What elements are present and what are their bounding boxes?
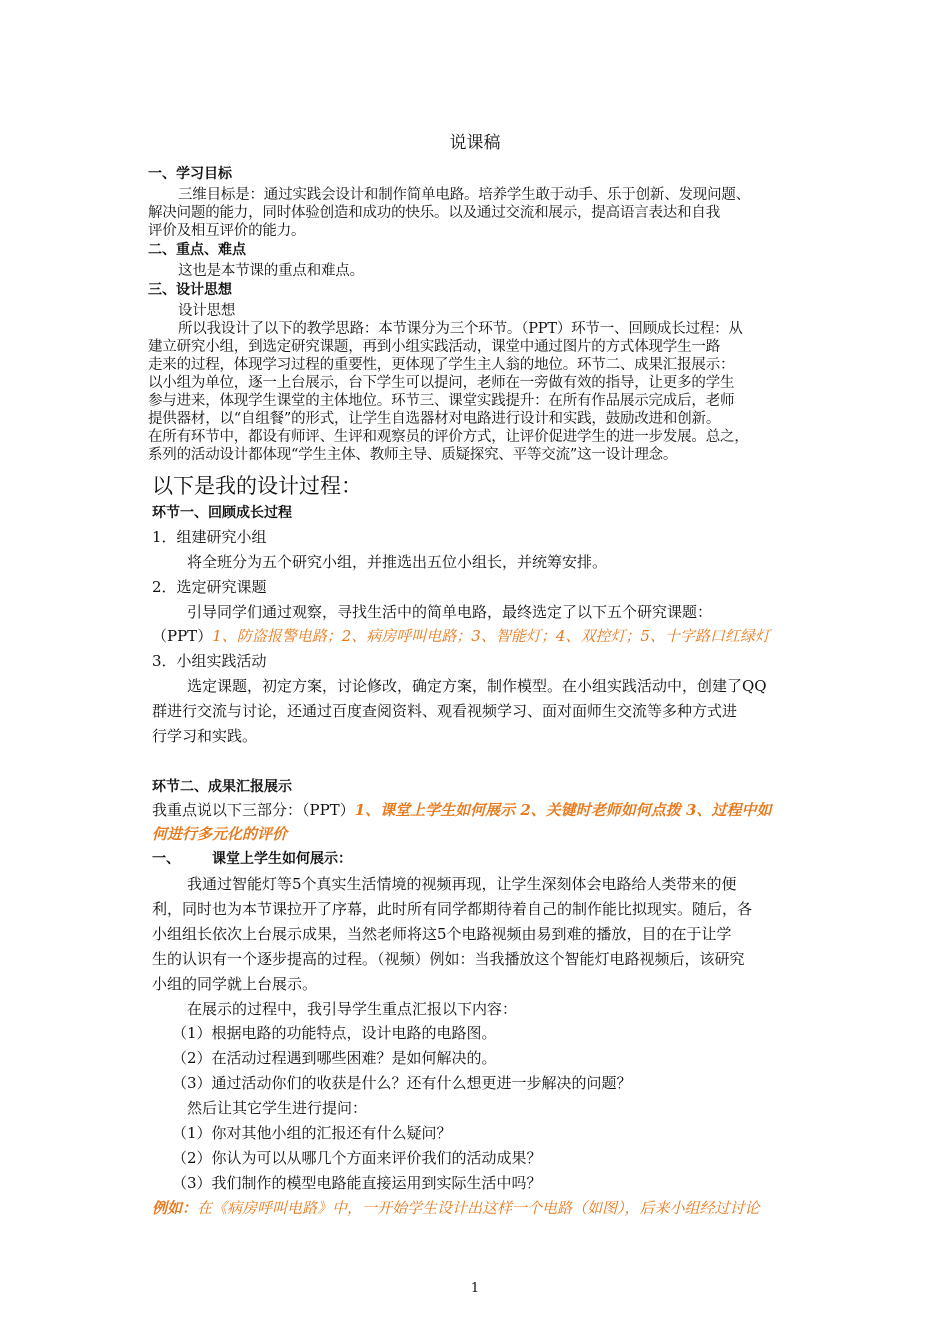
- design-subtitle: 设计思想: [178, 303, 236, 319]
- report-item-1: （1）根据电路的功能特点，设计电路的电路图。: [172, 1024, 497, 1042]
- part1-item3-line-3: 行学习和实践。: [152, 727, 258, 745]
- part1-item3-line-1: 选定课题，初定方案，讨论修改，确定方案，制作模型。在小组实践活动中，创建了QQ: [187, 677, 767, 695]
- part2-intro-line-1: [152, 799, 771, 820]
- report-item-3: （3）通过活动你们的收获是什么？还有什么想更进一步解决的问题？: [172, 1074, 632, 1092]
- design-line-6: 提供器材，以“自组餐”的形式，让学生自选器材对电路进行设计和实践，鼓励改进和创新。: [148, 411, 721, 427]
- part1-item3: 3．小组实践活动: [152, 652, 267, 670]
- goals-line-2: 解决问题的能力，同时体验创造和成功的快乐。以及通过交流和展示，提高语言表达和自我: [148, 205, 720, 221]
- example-text: 在《病房呼叫电路》中，一开始学生设计出这样一个电路（如图），后来小组经过讨论: [197, 1199, 760, 1217]
- design-line-2: 建立研究小组，到选定研究课题，再到小组实践活动，课堂中通过图片的方式体现学生一路: [148, 339, 720, 355]
- part2-para3: 然后让其它学生进行提问：: [187, 1099, 368, 1117]
- section-heading-design: 三、设计思想: [148, 282, 232, 298]
- part1-item1-text: 将全班分为五个研究小组，并推选出五位小组长，并统筹安排。: [187, 553, 608, 571]
- design-line-7: 在所有环节中，都设有师评、生评和观察员的评价方式，让评价促进学生的进一步发展。总之，: [148, 429, 749, 445]
- page-number: 1: [470, 1281, 480, 1296]
- report-item-2: （2）在活动过程遇到哪些困难？是如何解决的。: [172, 1049, 497, 1067]
- example-label: 例如：: [152, 1199, 198, 1217]
- example-line: [152, 1197, 760, 1218]
- part1-item3-line-2: 群进行交流与讨论，还通过百度查阅资料、观看视频学习、面对面师生交流等多种方式进: [152, 702, 738, 720]
- page-title: 说课稿: [449, 133, 501, 153]
- part2-intro-orange-1: 1、课堂上学生如何展示 2、关键时老师如何点拨 3、过程中如: [354, 801, 772, 819]
- part1-item2: 2．选定研究课题: [152, 578, 267, 596]
- part2-para1-line-1: 我通过智能灯等5个真实生活情境的视频再现，让学生深刻体会电路给人类带来的便: [187, 875, 737, 893]
- section-heading-key-points: 二、重点、难点: [148, 242, 246, 258]
- part2-para2: 在展示的过程中，我引导学生重点汇报以下内容：: [187, 1000, 518, 1018]
- part1-item1: 1．组建研究小组: [152, 528, 267, 546]
- part1-item2-text: 引导同学们通过观察，寻找生活中的简单电路，最终选定了以下五个研究课题：: [187, 603, 713, 621]
- goals-line-3: 评价及相互评价的能力。: [148, 223, 306, 239]
- part1-topics-line: [152, 625, 770, 646]
- section-heading-goals: 一、学习目标: [148, 166, 232, 182]
- design-line-8: 系列的活动设计都体现“学生主体、教师主导、质疑探究、平等交流”这一设计理念。: [148, 447, 678, 463]
- part1-topics: 1、防盗报警电路；2、病房呼叫电路；3、智能灯；4、双控灯；5、十字路口红绿灯: [212, 627, 770, 645]
- design-line-3: 走来的过程，体现学习过程的重要性，更体现了学生主人翁的地位。环节二、成果汇报展示：: [148, 357, 735, 373]
- part2-intro-line-2: 何进行多元化的评价: [152, 825, 288, 843]
- key-points-line: 这也是本节课的重点和难点。: [178, 263, 364, 279]
- design-line-4: 以小组为单位，逐一上台展示，台下学生可以提问，老师在一旁做有效的指导，让更多的学生: [148, 375, 735, 391]
- question-item-1: （1）你对其他小组的汇报还有什么疑问？: [172, 1124, 452, 1142]
- part2-heading: 环节二、成果汇报展示: [152, 779, 292, 795]
- part2-para1-line-3: 小组组长依次上台展示成果，当然老师将这5个电路视频由易到难的播放，目的在于让学: [152, 925, 732, 943]
- process-heading: 以下是我的设计过程：: [152, 474, 362, 498]
- question-item-2: （2）你认为可以从哪几个方面来评价我们的活动成果？: [172, 1149, 542, 1167]
- part2-sub-heading: 课堂上学生如何展示：: [212, 851, 352, 867]
- design-line-5: 参与进来，体现学生课堂的主体地位。环节三、课堂实践提升：在所有作品展示完成后，老师: [148, 393, 735, 409]
- part2-intro-prefix: 我重点说以下三部分：（PPT）: [152, 801, 355, 819]
- part2-para1-line-2: 利，同时也为本节课拉开了序幕，此时所有同学都期待着自己的制作能比拟现实。随后，各: [152, 900, 753, 918]
- design-line-1: 所以我设计了以下的教学思路：本节课分为三个环节。（PPT）环节一、回顾成长过程：从: [178, 321, 743, 337]
- part1-ppt-label: （PPT）: [152, 627, 213, 645]
- part2-sub-number: 一、: [152, 851, 180, 867]
- goals-line-1: 三维目标是：通过实践会设计和制作简单电路。培养学生敢于动手、乐于创新、发现问题、: [178, 187, 750, 203]
- question-item-3: （3）我们制作的模型电路能直接运用到实际生活中吗？: [172, 1174, 542, 1192]
- part2-para1-line-4: 生的认识有一个逐步提高的过程。（视频）例如：当我播放这个智能灯电路视频后，该研究: [152, 950, 745, 968]
- part2-para1-line-5: 小组的同学就上台展示。: [152, 975, 318, 993]
- part1-heading: 环节一、回顾成长过程: [152, 505, 292, 521]
